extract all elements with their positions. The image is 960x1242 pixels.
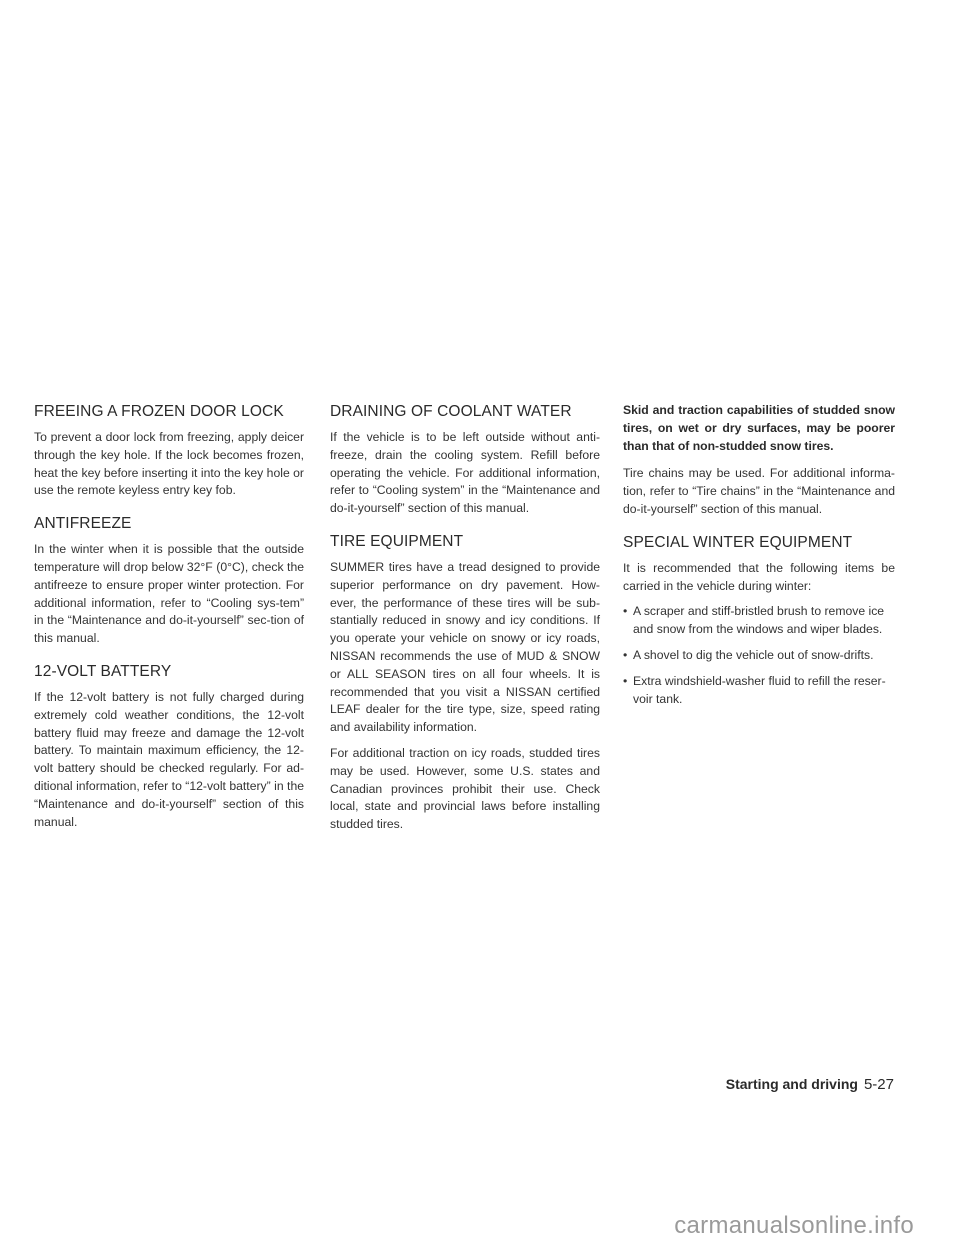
winter-equipment-list <box>623 603 895 708</box>
paragraph-tire-chains: Tire chains may be used. For additional informa-tion, refer to “Tire chains” in the “Maintenance and do-it-yourself” section of this manual. <box>623 466 895 516</box>
paragraph-winter-items-intro: It is recommended that the following items be carried in the vehicle during winter: <box>623 560 895 593</box>
column-left <box>34 402 304 839</box>
heading-special-winter-equipment: SPECIAL WINTER EQUIPMENT <box>623 533 853 551</box>
list-item <box>623 673 895 709</box>
column-right <box>623 402 895 716</box>
bullet-icon: • <box>623 604 628 619</box>
paragraph-studded-tires: For additional traction on icy roads, studded tires may be used. However, some U.S. states and Canadian provinces prohibit their use. Check local, state and provincial laws before installing studded tires. <box>330 745 600 832</box>
heading-tire-equipment: TIRE EQUIPMENT <box>330 532 464 550</box>
watermark-text: carmanualsonline.info <box>674 1212 914 1239</box>
heading-12-volt-battery: 12-VOLT BATTERY <box>34 662 172 680</box>
footer-section-title: Starting and driving <box>725 1076 858 1092</box>
heading-draining-coolant-water: DRAINING OF COOLANT WATER <box>330 403 572 420</box>
page-number: 5-27 <box>863 1076 894 1093</box>
list-item-text: A shovel to dig the vehicle out of snow-drifts. <box>633 647 874 662</box>
watermark <box>0 1212 960 1240</box>
paragraph-summer-tires: SUMMER tires have a tread designed to provide superior performance on dry pavement. How-ever, the performance of these tires will be sub-stantially reduced in snowy and icy conditions. If you operate your vehicle on snowy or icy roads, NISSAN recommends the use of MUD & SNOW or ALL SEASON tires on all four wheels. It is recommended that you visit a NISSAN certified LEAF dealer for the tire type, size, speed rating and availability information. <box>330 559 600 735</box>
paragraph-coolant: If the vehicle is to be left outside without anti-freeze, drain the cooling system. Refill before operating the vehicle. For additional information, refer to “Cooling system” in the “Maintenance and do-it-yourself” section of this manual. <box>330 430 600 516</box>
paragraph-antifreeze: In the winter when it is possible that the outside temperature will drop below 32°F (0°C), check the antifreeze to ensure proper winter protection. For additional information, refer to “Cooling sys-tem” in the “Maintenance and do-it-yourself” sec-tion of this manual. <box>34 542 304 646</box>
list-item-text: A scraper and stiff-bristled brush to remove ice and snow from the windows and wiper blades. <box>633 604 885 637</box>
bullet-icon: • <box>623 647 628 662</box>
warning-studded-tires: Skid and traction capabilities of studded snow tires, on wet or dry surfaces, may be poorer than that of non-studded snow tires. <box>623 403 895 453</box>
bullet-icon: • <box>623 673 628 688</box>
column-middle <box>330 402 600 842</box>
page-footer <box>726 1076 894 1093</box>
paragraph-door-lock: To prevent a door lock from freezing, apply deicer through the key hole. If the lock becomes frozen, heat the key before inserting it into the key hole or use the remote keyless entry key fob. <box>34 430 304 498</box>
list-item <box>623 603 895 639</box>
heading-antifreeze: ANTIFREEZE <box>34 515 132 533</box>
list-item-text: Extra windshield-washer fluid to refill the reser-voir tank. <box>633 673 886 706</box>
heading-freeing-frozen-door-lock: FREEING A FROZEN DOOR LOCK <box>34 403 284 420</box>
paragraph-12-volt-battery: If the 12-volt battery is not fully charged during extremely cold weather conditions, the 12-volt battery fluid may freeze and damage the 12-volt battery. To maintain maximum efficiency, the 12-volt battery should be checked regularly. For ad-ditional information, refer to “12-volt battery” in the “Maintenance and do-it-yourself” section of this manual. <box>34 689 304 829</box>
list-item <box>623 647 895 665</box>
